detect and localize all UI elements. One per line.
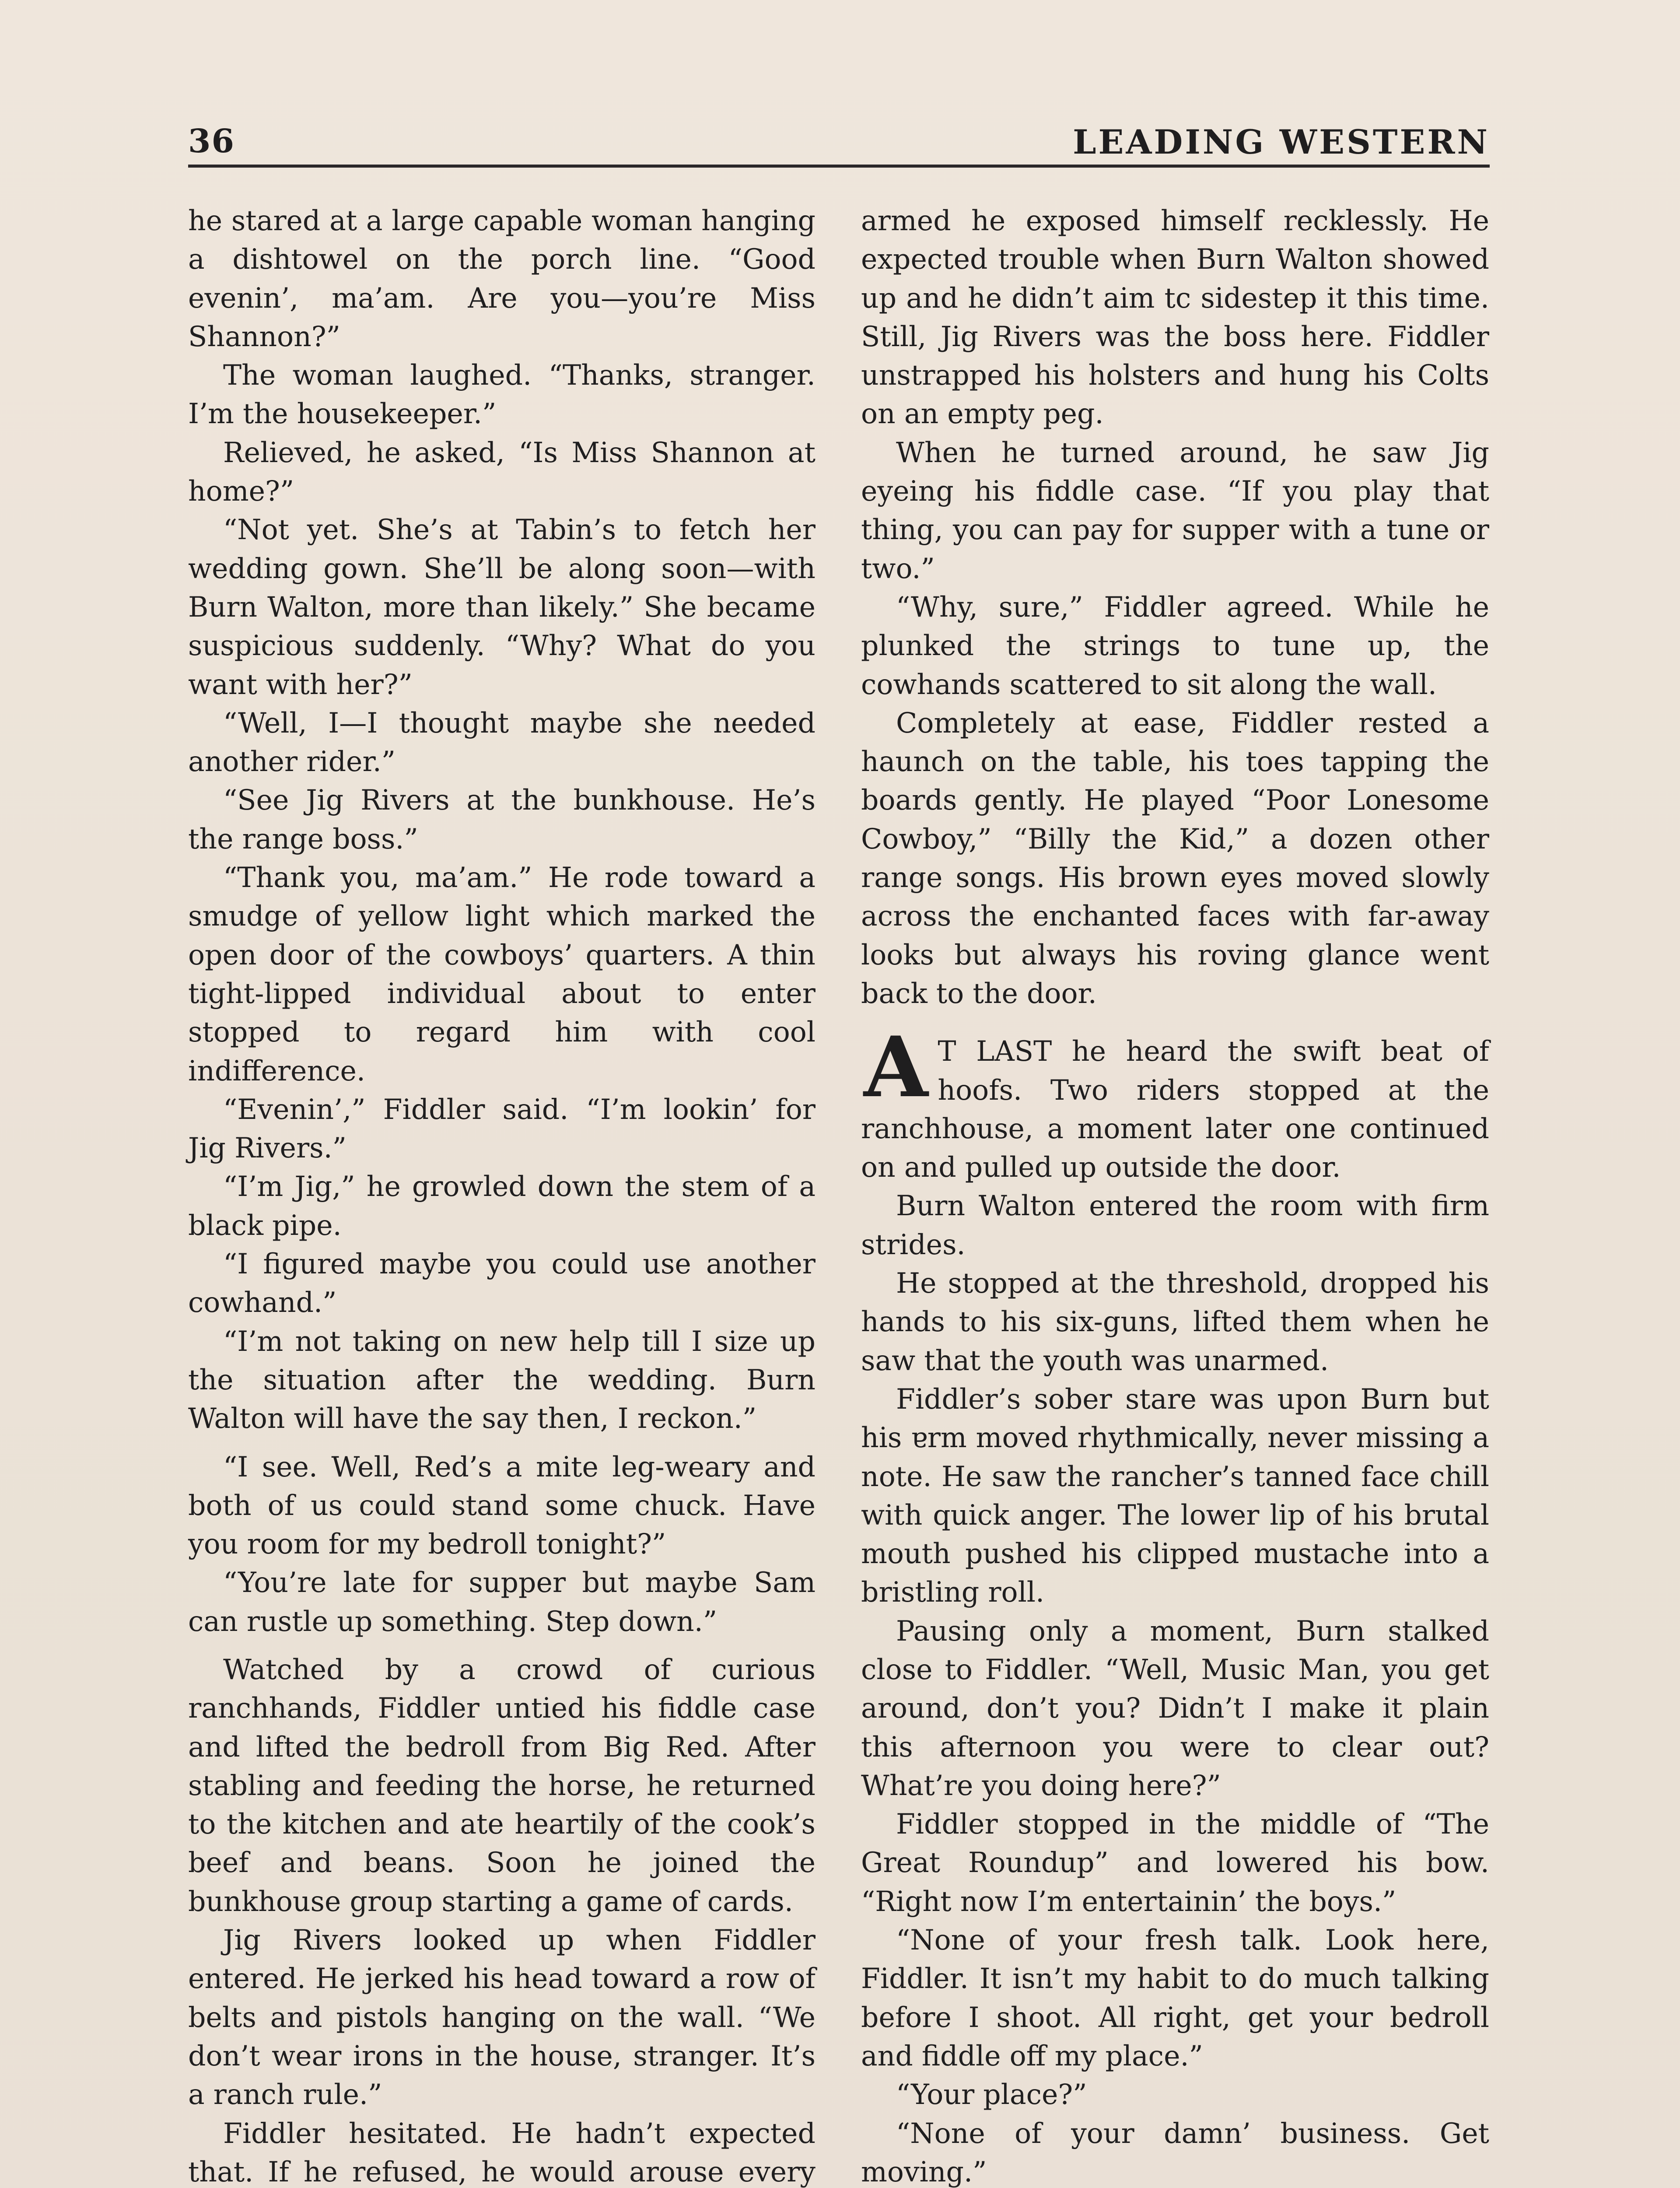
paragraph: “You’re late for supper but maybe Sam can rustle up something. Step down.” bbox=[188, 1566, 816, 1637]
paragraph: “See Jig Rivers at the bunkhouse. He’s the range boss.” bbox=[188, 784, 816, 855]
right-column bbox=[861, 201, 1489, 2188]
drop-cap: A bbox=[864, 1018, 928, 1116]
paragraph: he stared at a large capable woman hanging a dishtowel on the porch line. “Good evenin’, ma’am. Are you—you’re Miss Shannon?” bbox=[188, 204, 816, 353]
paragraph: Completely at ease, Fiddler rested a haunch on the table, his toes tapping the boards gently. He played “Poor Lonesome Cowboy,” “Billy the Kid,” a dozen other range songs. His brown eyes moved slowly across the enchanted faces with far-away looks but always his roving glance went back to the door. bbox=[861, 706, 1489, 1010]
opening-text: he heard the swift beat of hoofs. Two riders stopped at the ranchhouse, a moment later one continued on and pulled up outside the door. bbox=[861, 1035, 1489, 1184]
page-number: 36 bbox=[188, 123, 235, 160]
paragraph: Fiddler hesitated. He hadn’t expected that. If he refused, he would arouse every bbox=[188, 2117, 816, 2188]
paragraph: “Thank you, ma’am.” He rode toward a smudge of yellow light which marked the open door of the cowboys’ quarters. A thin tight-lipped individual about to enter stopped to regard him with cool indifference. bbox=[188, 861, 816, 1087]
page-header bbox=[188, 119, 1490, 167]
paragraph: Watched by a crowd of curious ranchhands, Fiddler untied his fiddle case and lifted the bedroll from Big Red. After stabling and feeding the horse, he returned to the kitchen and ate heartily of the cook’s beef and beans. Soon he joined the bunkhouse group starting a game of cards. bbox=[188, 1653, 816, 1918]
section-opening-paragraph bbox=[861, 1018, 1489, 1186]
left-column bbox=[188, 201, 816, 2188]
header-rule bbox=[188, 165, 1490, 168]
paragraph: “Not yet. She’s at Tabin’s to fetch her wedding gown. She’ll be along soon—with Burn Walton, more than likely.” She became suspicious suddenly. “Why? What do you want with her?” bbox=[188, 513, 816, 701]
paragraph: Fiddler’s sober stare was upon Burn but his ɐrm moved rhythmically, never missing a note. He saw the rancher’s tanned face chill with quick anger. The lower lip of his brutal mouth pushed his clipped mustache into a bristling roll. bbox=[861, 1382, 1489, 1609]
paragraph: Burn Walton entered the room with firm strides. bbox=[861, 1189, 1489, 1261]
paragraph: “Well, I—I thought maybe she needed another rider.” bbox=[188, 706, 816, 778]
paragraph: He stopped at the threshold, dropped his hands to his six-guns, lifted them when he saw that the youth was unarmed. bbox=[861, 1267, 1489, 1377]
paragraph: “I see. Well, Red’s a mite leg-weary and both of us could stand some chuck. Have you room for my bedroll tonight?” bbox=[188, 1450, 816, 1560]
paragraph: “I figured maybe you could use another cowhand.” bbox=[188, 1248, 816, 1319]
paragraph: “Your place?” bbox=[896, 2078, 1087, 2111]
paragraph: “I’m Jig,” he growled down the stem of a black pipe. bbox=[188, 1170, 816, 1241]
lead-words: T LAST bbox=[938, 1035, 1052, 1068]
paragraph: Jig Rivers looked up when Fiddler entered. He jerked his head toward a row of belts and pistols hanging on the wall. “We don’t wear irons in the house, stranger. It’s a ranch rule.” bbox=[188, 1924, 816, 2111]
paragraph: Fiddler stopped in the middle of “The Great Roundup” and lowered his bow. “Right now I’m entertainin’ the boys.” bbox=[861, 1808, 1489, 1918]
paragraph: “Evenin’,” Fiddler said. “I’m lookin’ for Jig Rivers.” bbox=[188, 1093, 816, 1164]
paragraph: armed he exposed himself recklessly. He expected trouble when Burn Walton showed up and he didn’t aim tc sidestep it this time. Still, Jig Rivers was the boss here. Fiddler unstrapped his holsters and hung his Colts on an empty peg. bbox=[861, 204, 1489, 430]
paragraph: “None of your damn’ business. Get moving.” bbox=[861, 2117, 1489, 2188]
paragraph: “Why, sure,” Fiddler agreed. While he plunked the strings to tune up, the cowhands scattered to sit along the wall. bbox=[861, 590, 1489, 701]
paragraph: Pausing only a moment, Burn stalked close to Fiddler. “Well, Music Man, you get around, don’t you? Didn’t I make it plain this afternoon you were to clear out? What’re you doing here?” bbox=[861, 1614, 1489, 1802]
paragraph: “None of your fresh talk. Look here, Fiddler. It isn’t my habit to do much talking before I shoot. All right, get your bedroll and fiddle off my place.” bbox=[861, 1924, 1489, 2072]
paragraph: The woman laughed. “Thanks, stranger. I’m the housekeeper.” bbox=[188, 359, 816, 430]
running-head: LEADING WESTERN bbox=[1073, 123, 1490, 161]
paragraph: When he turned around, he saw Jig eyeing his fiddle case. “If you play that thing, you can pay for supper with a tune or two.” bbox=[861, 436, 1489, 585]
paragraph: “I’m not taking on new help till I size up the situation after the wedding. Burn Walton will have the say then, I reckon.” bbox=[188, 1325, 816, 1435]
paragraph: Relieved, he asked, “Is Miss Shannon at home?” bbox=[188, 436, 816, 508]
